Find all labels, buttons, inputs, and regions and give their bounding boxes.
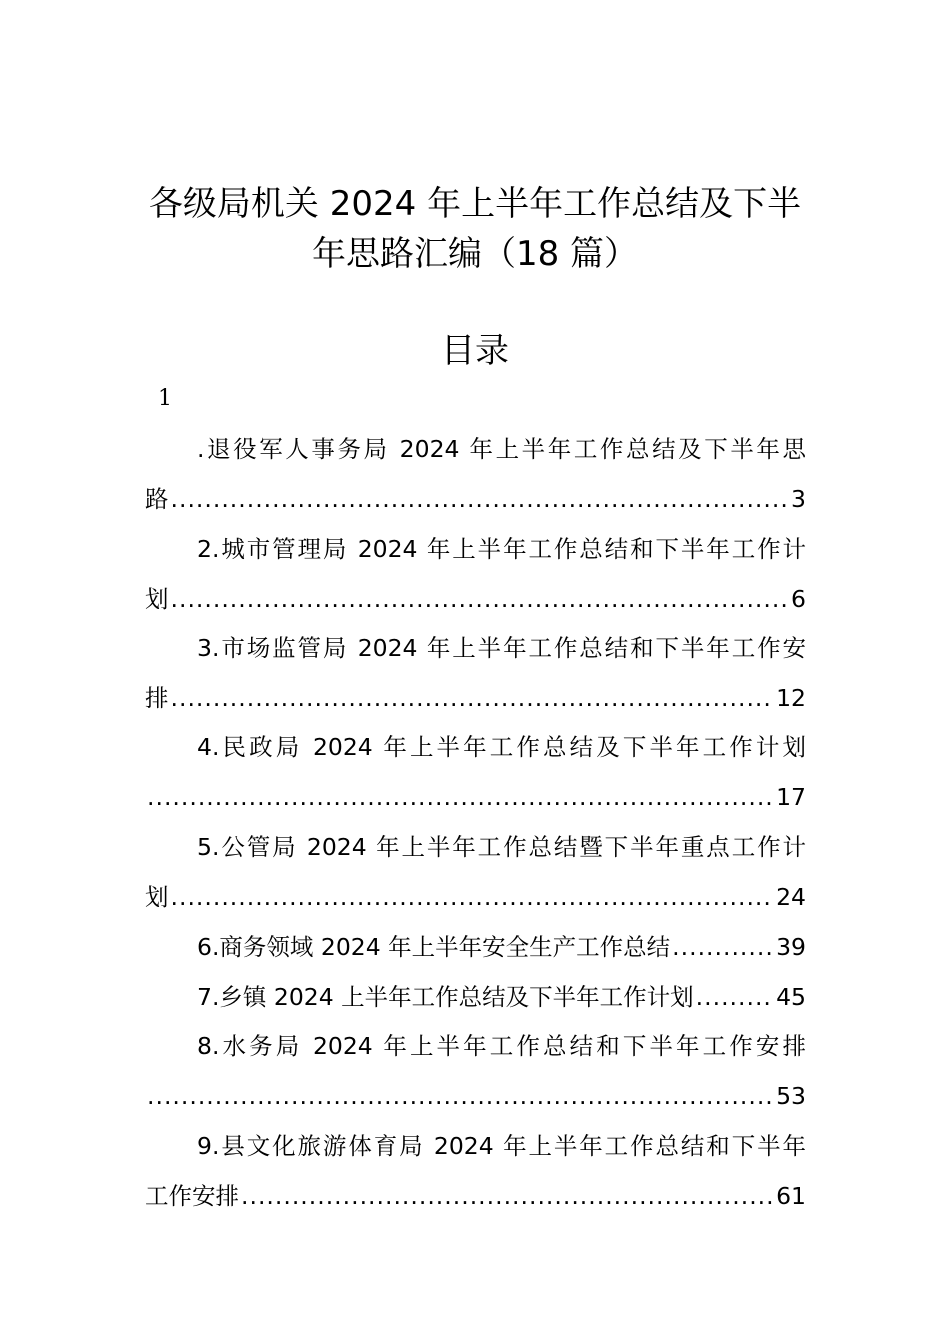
toc-page-number: 3 [791, 485, 806, 513]
stray-number: 1 [158, 386, 172, 411]
toc-entry-text: 6.商务领域 2024 年上半年安全生产工作总结 [197, 933, 671, 961]
toc-entry-2-title[interactable] [145, 524, 806, 574]
toc-page-number: 6 [791, 585, 806, 613]
toc-page-number: 53 [776, 1082, 806, 1110]
toc-entry-text: 路 [145, 485, 169, 513]
toc-entry-5-title[interactable] [145, 822, 806, 872]
toc-entry-6[interactable] [145, 922, 806, 972]
toc-page-number: 17 [776, 783, 806, 811]
toc-entry-3-title[interactable] [145, 623, 806, 673]
toc-page-number: 39 [776, 933, 806, 961]
toc-entry-8-title[interactable] [145, 1021, 806, 1071]
toc-entry-text: 工作安排 [145, 1182, 239, 1210]
dot-leader [696, 972, 774, 1022]
toc-entry-text: 9.县文化旅游体育局 2024 年上半年工作总结和下半年 [197, 1132, 806, 1160]
dot-leader [171, 673, 775, 723]
toc-page-number: 45 [776, 983, 806, 1011]
toc-entry-text: 4.民政局 2024 年上半年工作总结及下半年工作计划 [197, 733, 806, 761]
toc-entry-text: 5.公管局 2024 年上半年工作总结暨下半年重点工作计 [197, 833, 806, 861]
toc-entry-2-leader[interactable] [145, 574, 806, 624]
toc-entry-5-leader[interactable] [145, 872, 806, 922]
toc-page-number: 61 [776, 1182, 806, 1210]
toc-entry-4-title[interactable] [145, 722, 806, 772]
dot-leader [147, 1071, 774, 1121]
document-title-line-2: 年思路汇编（18 篇） [311, 234, 639, 274]
toc-page-number: 24 [776, 883, 806, 911]
toc-entry-1-leader[interactable] [145, 474, 806, 524]
toc-entry-7[interactable] [145, 972, 806, 1022]
toc-entry-4-leader[interactable] [145, 772, 806, 822]
toc-entry-text: .退役军人事务局 2024 年上半年工作总结及下半年思 [197, 435, 806, 463]
toc-entry-9-leader[interactable] [145, 1171, 806, 1221]
toc-entry-text: 7.乡镇 2024 上半年工作总结及下半年工作计划 [197, 983, 694, 1011]
toc-entry-text: 2.城市管理局 2024 年上半年工作总结和下半年工作计 [197, 535, 806, 563]
toc-entry-text: 8.水务局 2024 年上半年工作总结和下半年工作安排 [197, 1032, 806, 1060]
toc-entry-8-leader[interactable] [145, 1071, 806, 1121]
toc-heading: 目录 [441, 331, 509, 371]
dot-leader [241, 1171, 774, 1221]
toc-entry-9-title[interactable] [145, 1121, 806, 1171]
toc-entry-1-title[interactable] [145, 424, 806, 474]
document-title-line-1: 各级局机关 2024 年上半年工作总结及下半 [148, 184, 802, 224]
toc-entry-3-leader[interactable] [145, 673, 806, 723]
toc-entry-text: 3.市场监管局 2024 年上半年工作总结和下半年工作安 [197, 634, 806, 662]
toc-entry-text: 排 [145, 684, 169, 712]
dot-leader [171, 574, 790, 624]
toc-entry-text: 划 [145, 883, 169, 911]
dot-leader [147, 772, 774, 822]
dot-leader [171, 474, 790, 524]
dot-leader [171, 872, 775, 922]
dot-leader [672, 922, 774, 972]
toc-entry-text: 划 [145, 585, 169, 613]
toc-page-number: 12 [776, 684, 806, 712]
